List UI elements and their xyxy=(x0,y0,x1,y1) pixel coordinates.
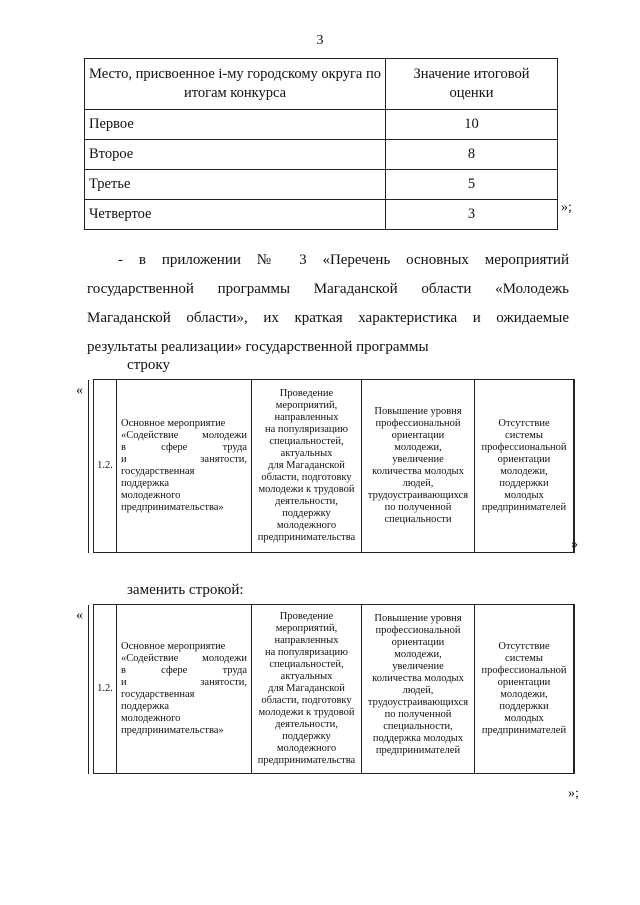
measure-name xyxy=(117,605,252,774)
text-line: по полученной xyxy=(384,709,452,720)
text-line: и занятости, xyxy=(121,677,247,688)
table-row xyxy=(85,140,558,170)
closing-quote: »; xyxy=(568,786,579,801)
text-line: молодежи, xyxy=(500,689,548,700)
table-right-edge xyxy=(574,605,575,774)
text-line: Отсутствие xyxy=(498,418,550,429)
place-cell: Второе xyxy=(85,140,386,170)
text-line: трудоустраивающихся xyxy=(367,490,469,501)
place-cell: Первое xyxy=(85,110,386,140)
old-row-table xyxy=(88,379,575,553)
new-row-table xyxy=(88,604,575,774)
paragraph-line: государственной программы Магаданской области «Молодежь xyxy=(87,281,569,297)
text-line: людей, xyxy=(402,685,434,696)
measure-description xyxy=(252,605,362,774)
text-line: ориентации xyxy=(497,677,551,688)
text-line: актуальных xyxy=(280,448,333,459)
text-line: предпринимателей xyxy=(481,502,567,513)
text-line: людей, xyxy=(402,478,434,489)
text-line: ориентации xyxy=(497,454,551,465)
text-line: направленных xyxy=(274,412,339,423)
text-line: «Содействие молодежи xyxy=(121,430,247,441)
text-line: для Магаданской xyxy=(268,460,345,471)
text-line: поддержка xyxy=(121,478,170,489)
paragraph-line: результаты реализации» государственной программы xyxy=(87,339,429,355)
text-line: области, подготовку xyxy=(261,695,352,706)
text-line: предпринимательства xyxy=(257,755,356,766)
text-line: поддержку xyxy=(282,508,331,519)
text-line: поддержка xyxy=(121,701,170,712)
text-line: предпринимательства» xyxy=(121,502,224,513)
row-number: 1.2. xyxy=(94,605,117,774)
text-line: системы xyxy=(505,653,543,664)
label-row: строку xyxy=(127,357,170,373)
amendment-paragraph xyxy=(87,246,569,362)
text-line: Отсутствие xyxy=(498,641,550,652)
text-line: в сфере труда xyxy=(121,665,247,676)
place-cell: Четвертое xyxy=(85,200,386,230)
text-line: Основное мероприятие xyxy=(121,641,226,652)
text-line: молодежи к трудовой xyxy=(258,707,355,718)
text-line: молодых xyxy=(504,713,544,724)
text-line: системы xyxy=(505,430,543,441)
text-line: профессиональной xyxy=(481,665,567,676)
text-line: на популяризацию xyxy=(264,424,348,435)
page-number: 3 xyxy=(316,33,324,48)
open-quote: « xyxy=(76,383,83,398)
text-line: молодежного xyxy=(121,713,181,724)
table-header-row xyxy=(85,59,558,110)
place-cell: Третье xyxy=(85,170,386,200)
expected-result xyxy=(362,380,475,553)
text-line: в сфере труда xyxy=(121,442,247,453)
text-line: Повышение уровня xyxy=(374,613,462,624)
text-line: предпринимательства» xyxy=(121,725,224,736)
text-line: молодежи, xyxy=(500,466,548,477)
measure-name xyxy=(117,380,252,553)
text-line: деятельности, xyxy=(275,496,338,507)
text-line: государственная xyxy=(121,689,195,700)
expected-result xyxy=(362,605,475,774)
text-line: количества молодых xyxy=(372,466,464,477)
column-header-place: Место, присвоенное i-му городскому округа по итогам конкурса xyxy=(85,59,386,110)
open-quote: « xyxy=(76,608,83,623)
score-cell: 8 xyxy=(386,140,558,170)
text-line: по полученной xyxy=(384,502,452,513)
paragraph-line: - в приложении № 3 «Перечень основных мероприятий xyxy=(118,252,569,268)
closing-quote: » xyxy=(571,537,578,552)
ranking-table xyxy=(84,58,558,230)
table-row xyxy=(85,200,558,230)
text-line: Проведение xyxy=(279,611,334,622)
text-line: предпринимателей xyxy=(375,745,461,756)
text-line: предпринимательства xyxy=(257,532,356,543)
row-number: 1.2. xyxy=(94,380,117,553)
score-cell: 10 xyxy=(386,110,558,140)
text-line: мероприятий, xyxy=(275,400,338,411)
text-line: деятельности, xyxy=(275,719,338,730)
text-line: для Магаданской xyxy=(268,683,345,694)
text-line: молодых xyxy=(504,490,544,501)
text-line: государственная xyxy=(121,466,195,477)
text-line: Основное мероприятие xyxy=(121,418,226,429)
text-line: направленных xyxy=(274,635,339,646)
text-line: молодежи, xyxy=(394,649,442,660)
text-line: поддержки xyxy=(499,701,549,712)
table-right-edge xyxy=(574,380,575,553)
text-line: поддержка молодых xyxy=(372,733,464,744)
closing-quote: »; xyxy=(561,200,572,215)
non-implementation-consequences xyxy=(475,380,574,553)
text-line: и занятости, xyxy=(121,454,247,465)
text-line: специальностей, xyxy=(269,659,344,670)
non-implementation-consequences xyxy=(475,605,574,774)
text-line: ориентации xyxy=(391,430,445,441)
score-cell: 5 xyxy=(386,170,558,200)
text-line: поддержку xyxy=(282,731,331,742)
text-line: специальности, xyxy=(383,721,453,732)
score-cell: 3 xyxy=(386,200,558,230)
text-line: мероприятий, xyxy=(275,623,338,634)
text-line: молодежного xyxy=(276,743,337,754)
text-line: ориентации xyxy=(391,637,445,648)
text-line: предпринимателей xyxy=(481,725,567,736)
measure-description xyxy=(252,380,362,553)
text-line: профессиональной xyxy=(375,418,461,429)
text-line: «Содействие молодежи xyxy=(121,653,247,664)
text-line: количества молодых xyxy=(372,673,464,684)
text-line: специальностей, xyxy=(269,436,344,447)
text-line: молодежи, xyxy=(394,442,442,453)
text-line: молодежного xyxy=(276,520,337,531)
text-line: поддержки xyxy=(499,478,549,489)
text-line: актуальных xyxy=(280,671,333,682)
column-header-score: Значение итоговой оценки xyxy=(386,59,558,110)
text-line: Повышение уровня xyxy=(374,406,462,417)
text-line: на популяризацию xyxy=(264,647,348,658)
text-line: специальности xyxy=(384,514,452,525)
text-line: молодежного xyxy=(121,490,181,501)
text-line: профессиональной xyxy=(481,442,567,453)
text-line: Проведение xyxy=(279,388,334,399)
text-line: увеличение xyxy=(392,661,444,672)
text-line: области, подготовку xyxy=(261,472,352,483)
text-line: молодежи к трудовой xyxy=(258,484,355,495)
label-replace: заменить строкой: xyxy=(127,582,244,598)
text-line: профессиональной xyxy=(375,625,461,636)
text-line: увеличение xyxy=(392,454,444,465)
table-row xyxy=(85,170,558,200)
paragraph-line: Магаданской области», их краткая характеристика и ожидаемые xyxy=(87,310,569,326)
table-row xyxy=(85,110,558,140)
text-line: трудоустраивающихся xyxy=(367,697,469,708)
